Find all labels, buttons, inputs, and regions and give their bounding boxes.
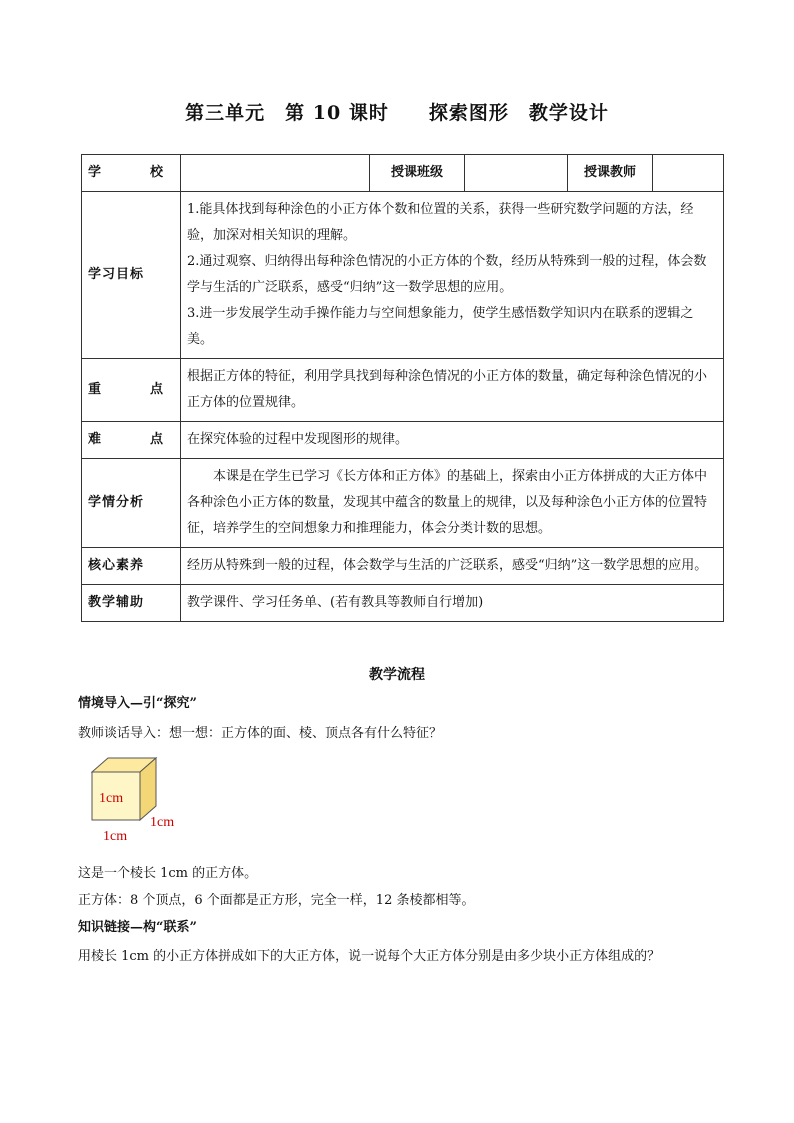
table-row-aids (82, 585, 724, 622)
table-row-key (82, 359, 724, 422)
cube-right-label: 1cm (150, 815, 175, 830)
intro-question: 教师谈话导入：想一想：正方体的面、棱、顶点各有什么特征？ (78, 726, 443, 741)
school-label: 学 校 (82, 155, 181, 192)
cube-diagram (84, 756, 194, 846)
aids-text: 教学课件、学习任务单、(若有教具等教师自行增加) (181, 585, 724, 622)
knowledge-question: 用棱长 1cm 的小正方体拼成如下的大正方体，说一说每个大正方体分别是由多少块小正方体组成的？ (78, 949, 661, 964)
objective-item: 1.能具体找到每种涂色的小正方体个数和位置的关系，获得一些研究数学问题的方法，经验，加深对相关知识的理解。 (187, 202, 694, 243)
section-heading: 情境导入—引“探究” (78, 696, 197, 711)
cube-bottom-label: 1cm (103, 829, 128, 844)
table-row-objectives (82, 192, 724, 359)
teacher-label: 授课教师 (568, 155, 653, 192)
analysis-label: 学情分析 (82, 459, 181, 548)
analysis-cell (181, 459, 724, 548)
table-row-difficulty (82, 422, 724, 459)
objectives-label: 学习目标 (82, 192, 181, 359)
objective-item: 3.进一步发展学生动手操作能力与空间想象能力，使学生感悟数学知识内在联系的逻辑之美。 (187, 306, 694, 347)
aids-label: 教学辅助 (82, 585, 181, 622)
literacy-text: 经历从特殊到一般的过程，体会数学与生活的广泛联系，感受“归纳”这一数学思想的应用。 (181, 548, 724, 585)
key-label: 重 点 (82, 359, 181, 422)
table-row-analysis (82, 459, 724, 548)
key-text: 根据正方体的特征，利用学具找到每种涂色情况的小正方体的数量，确定每种涂色情况的小正方体的位置规律。 (181, 359, 724, 422)
cube-features: 正方体：8 个顶点，6 个面都是正方形，完全一样，12 条棱都相等。 (78, 893, 475, 908)
teacher-value (653, 155, 724, 192)
difficulty-label: 难 点 (82, 422, 181, 459)
school-value (181, 155, 370, 192)
literacy-label: 核心素养 (82, 548, 181, 585)
page-title: 第三单元 第 10 课时 探索图形 教学设计 (185, 102, 609, 124)
section-heading: 知识链接—构“联系” (78, 920, 197, 935)
cube-description: 这是一个棱长 1cm 的正方体。 (78, 866, 258, 881)
table-row-literacy (82, 548, 724, 585)
analysis-text: 本课是在学生已学习《长方体和正方体》的基础上，探索由小正方体拼成的大正方体中各种涂色小正方体的数量，发现其中蕴含的数量上的规律，以及每种涂色小正方体的位置特征，培养学生的空间想象力和推理能力，体会分类计数的思想。 (187, 469, 708, 536)
difficulty-text: 在探究体验的过程中发现图形的规律。 (181, 422, 724, 459)
flow-title: 教学流程 (369, 667, 425, 683)
lesson-info-table (81, 154, 724, 622)
class-value (465, 155, 568, 192)
objectives-cell (181, 192, 724, 359)
class-label: 授课班级 (370, 155, 465, 192)
cube-front-label: 1cm (99, 791, 124, 806)
table-row-header (82, 155, 724, 192)
objective-item: 2.通过观察、归纳得出每种涂色情况的小正方体的个数，经历从特殊到一般的过程，体会数学与生活的广泛联系，感受“归纳”这一数学思想的应用。 (187, 254, 707, 295)
